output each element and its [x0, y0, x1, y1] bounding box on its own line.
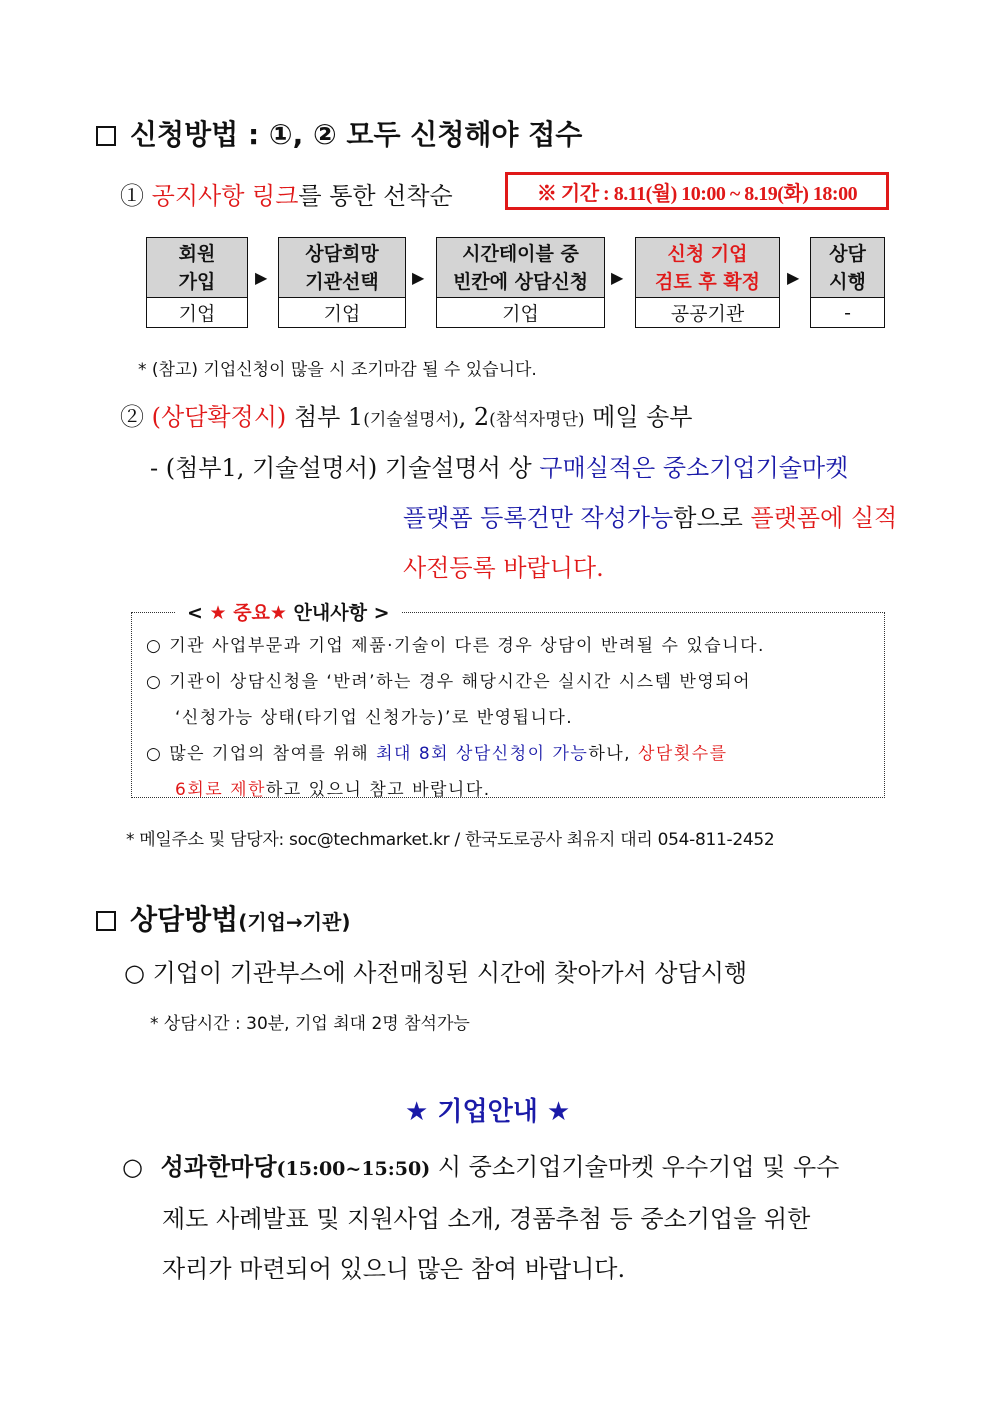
checkbox-square-icon — [96, 911, 116, 931]
flow-step-5 — [810, 237, 885, 328]
step2-attach-a: 첨부 1 — [293, 403, 364, 431]
notice-item-3a — [146, 739, 728, 764]
notice-item-3-text-a: ○ 많은 기업의 참여를 위해 — [146, 744, 377, 764]
flow-step-1-line2: 가입 — [178, 270, 216, 293]
flow-step-2-line2: 기관선택 — [305, 270, 379, 293]
section2-note: * 상담시간 : 30분, 기업 최대 2명 참석가능 — [150, 1014, 470, 1034]
section3-bold: 성과한마당 — [160, 1152, 277, 1181]
step1-line — [120, 176, 453, 211]
section3-line-1-text: 시 중소기업기술마켓 우수기업 및 우수 — [430, 1153, 840, 1181]
flow-step-5-line2: 시행 — [829, 270, 866, 293]
notice-item-2a: ○ 기관이 상담신청을 ‘반려’하는 경우 해당시간은 실시간 시스템 반영되어 — [146, 672, 752, 692]
section3-line-1 — [122, 1147, 839, 1182]
notice-link-text[interactable]: 공지사항 링크 — [151, 182, 299, 210]
section3-title: ★ 기업안내 ★ — [405, 1097, 571, 1127]
notice-item-3-red1: 상담횟수를 — [637, 744, 728, 764]
section1-title: 신청방법 : ①, ② 모두 신청해야 접수 — [130, 118, 583, 151]
flow-step-1-actor: 기업 — [178, 303, 216, 325]
section2-heading — [96, 898, 351, 938]
flow-step-2-line1: 상담희망 — [305, 242, 379, 265]
checkbox-square-icon — [96, 126, 116, 146]
step2-number: ② — [120, 403, 144, 431]
arrow-right-icon: ▶ — [787, 268, 800, 287]
notice-title-a: < — [187, 602, 210, 624]
attach-text-a: - (첨부1, 기술설명서) 기술설명서 상 — [150, 454, 540, 482]
arrow-right-icon: ▶ — [255, 268, 268, 287]
period-box — [505, 172, 889, 210]
flow-step-3 — [436, 237, 605, 328]
section3-line-2: 제도 사례발표 및 지원사업 소개, 경품추첨 등 중소기업을 위한 — [162, 1205, 811, 1233]
flow-step-3-line1: 시간테이블 중 — [462, 242, 579, 265]
notice-item-3b — [175, 775, 491, 800]
attach-line-1 — [150, 448, 848, 483]
flow-step-4-line2: 검토 후 확정 — [655, 270, 760, 293]
attach-line-2 — [403, 498, 897, 533]
section2-title: 상담방법 — [130, 903, 239, 936]
notice-title-important: ★ 중요★ — [209, 602, 287, 624]
notice-item-3-blue: 최대 8회 상담신청이 가능 — [376, 744, 589, 764]
notice-item-3-text-b: 하나, — [588, 744, 638, 764]
notice-item-3-red2: 6회로 제한 — [175, 780, 266, 800]
step2-mail: 메일 송부 — [584, 403, 693, 431]
step2-attach-a-detail: (기술설명서) — [363, 410, 459, 430]
section3-time: (15:00~15:50) — [276, 1158, 431, 1180]
section2-title-detail: (기업→기관) — [238, 910, 351, 934]
flow-step-3-actor: 기업 — [502, 303, 539, 325]
attach-red-1: 플랫폼에 실적 — [750, 504, 898, 532]
step2-attach-b: , 2 — [458, 403, 490, 431]
flow-step-4-actor: 공공기관 — [670, 303, 745, 325]
section3-bullet: ○ — [122, 1153, 143, 1181]
arrow-right-icon: ▶ — [412, 268, 425, 287]
attach-red-2: 사전등록 바랍니다. — [403, 554, 604, 582]
flow-step-5-actor: - — [844, 301, 851, 324]
notice-title — [175, 598, 402, 625]
notice-item-2b: ‘신청가능 상태(타기업 신청가능)’로 반영됩니다. — [175, 708, 574, 728]
attach-text-b: 함으로 — [673, 504, 751, 532]
flow-step-2 — [278, 237, 406, 328]
flow-step-1-line1: 회원 — [178, 242, 216, 265]
period-text: ※ 기간 : 8.11(월) 10:00 ~ 8.19(화) 18:00 — [536, 182, 858, 205]
flow-step-1 — [146, 237, 248, 328]
attach-blue-2: 플랫폼 등록건만 작성가능 — [403, 504, 674, 532]
contact-line: * 메일주소 및 담당자: soc@techmarket.kr / 한국도로공사 최유지 대리 054-811-2452 — [126, 830, 775, 850]
step2-condition: (상담확정시) — [151, 403, 287, 431]
arrow-right-icon: ▶ — [611, 268, 624, 287]
step1-number: ① — [120, 182, 144, 210]
flow-step-5-line1: 상담 — [829, 242, 866, 265]
flow-step-4-line1: 신청 기업 — [667, 242, 748, 265]
flow-step-3-line2: 빈칸에 상담신청 — [452, 270, 589, 293]
step2-line — [120, 397, 693, 432]
step2-attach-b-detail: (참석자명단) — [489, 410, 585, 430]
flow-step-2-actor: 기업 — [323, 303, 361, 325]
early-close-note: * (참고) 기업신청이 많을 시 조기마감 될 수 있습니다. — [138, 360, 537, 380]
section3-line-3: 자리가 마련되어 있으니 많은 참여 바랍니다. — [162, 1255, 626, 1283]
step1-text: 를 통한 선착순 — [298, 182, 453, 210]
attach-blue-1: 구매실적은 중소기업기술마켓 — [539, 454, 849, 482]
notice-item-1: ○ 기관 사업부문과 기업 제품·기술이 다른 경우 상담이 반려될 수 있습니다. — [146, 636, 765, 656]
notice-title-b: 안내사항 > — [286, 602, 390, 624]
section1-heading — [96, 113, 582, 153]
flow-step-4 — [635, 237, 780, 328]
section2-item: ○ 기업이 기관부스에 사전매칭된 시간에 찾아가서 상담시행 — [124, 959, 748, 987]
notice-item-3-text-c: 하고 있으니 참고 바랍니다. — [265, 780, 491, 800]
